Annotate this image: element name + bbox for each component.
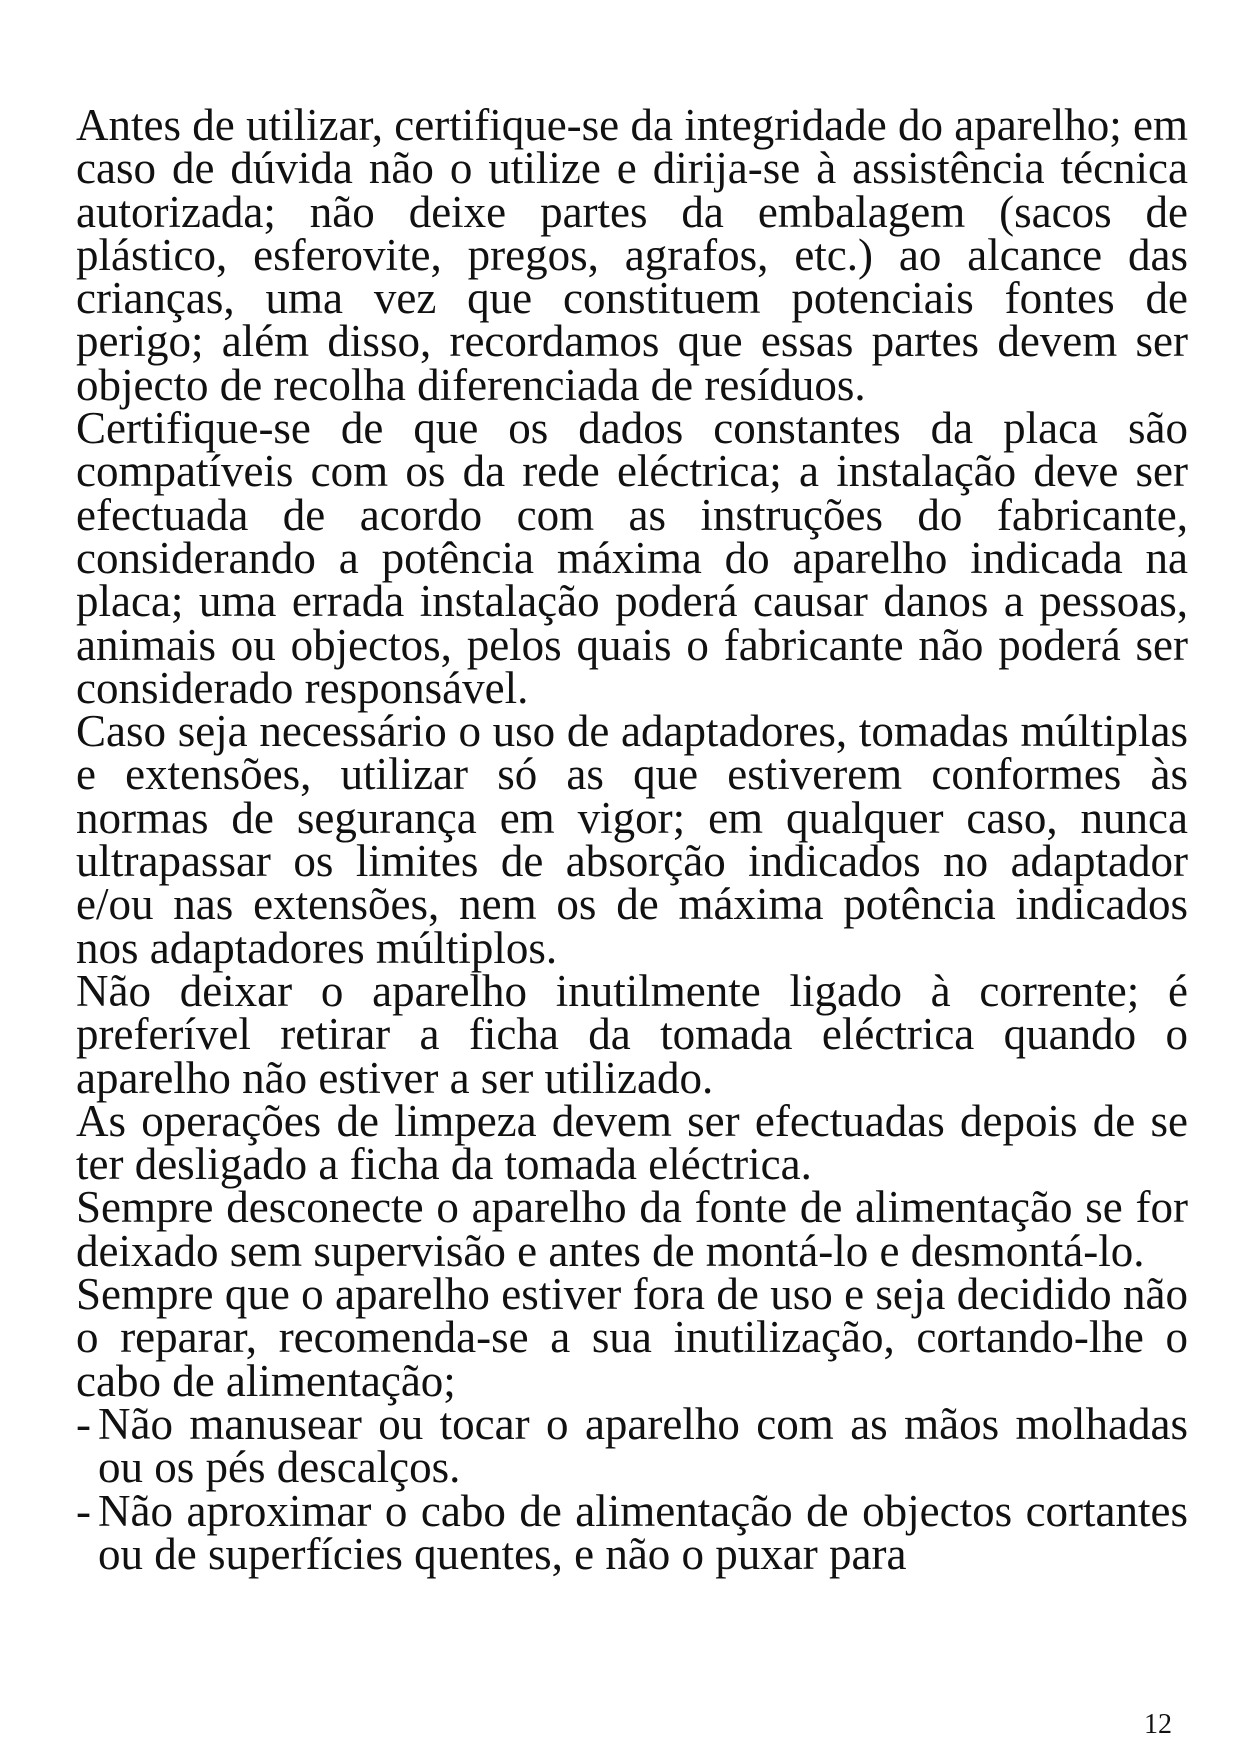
bullet-text-wet-hands: Não manusear ou tocar o aparelho com as mãos molhadas ou os pés descalços. <box>98 1398 1188 1493</box>
bullet-marker: - <box>76 1398 91 1449</box>
safety-instructions-text <box>76 100 1188 1579</box>
paragraph-disposal: Sempre que o aparelho estiver fora de uso e seja decidido não o reparar, recomenda-se a sua inutilização, cortando-lhe o cabo de alimentação; <box>76 1269 1188 1406</box>
paragraph-integrity: Antes de utilizar, certifique-se da integridade do aparelho; em caso de dúvida não o utilize e dirija-se à assistência técnica autorizada; não deixe partes da embalagem (sacos de plástico, esferovite, pregos, agrafos, etc.) ao alcance das crianças, uma vez que constituem potenciais fontes de perigo; além disso, recordamos que essas partes devem ser objecto de recolha diferenciada de resíduos. <box>76 100 1188 410</box>
bullet-text-power-cable: Não aproximar o cabo de alimentação de objectos cortantes ou de superfícies quentes, e não o puxar para <box>98 1485 1188 1579</box>
paragraph-cleaning: As operações de limpeza devem ser efectuadas depois de se ter desligado a ficha da tomada eléctrica. <box>76 1095 1188 1190</box>
page-number: 12 <box>1144 1709 1172 1740</box>
paragraph-adapters: Caso seja necessário o uso de adaptadores, tomadas múltiplas e extensões, utilizar só as que estiverem conformes às normas de segurança em vigor; em qualquer caso, nunca ultrapassar os limites de absorção indicados no adaptador e/ou nas extensões, nem os de máxima potência indicados nos adaptadores múltiplos. <box>76 706 1188 973</box>
paragraph-installation: Certifique-se de que os dados constantes da placa são compatíveis com os da rede eléctrica; a instalação deve ser efectuada de acordo com as instruções do fabricante, considerando a potência máxima do aparelho indicada na placa; uma errada instalação poderá causar danos a pessoas, animais ou objectos, pelos quais o fabricante não poderá ser considerado responsável. <box>76 403 1188 713</box>
paragraph-disconnect: Sempre desconecte o aparelho da fonte de alimentação se for deixado sem supervisão e antes de montá-lo e desmontá-lo. <box>76 1182 1188 1276</box>
bullet-marker: - <box>76 1485 91 1536</box>
bullet-item <box>76 1485 1188 1579</box>
bullet-item <box>76 1398 1188 1493</box>
paragraph-unplug: Não deixar o aparelho inutilmente ligado à corrente; é preferível retirar a ficha da tomada eléctrica quando o aparelho não estiver a ser utilizado. <box>76 965 1188 1103</box>
